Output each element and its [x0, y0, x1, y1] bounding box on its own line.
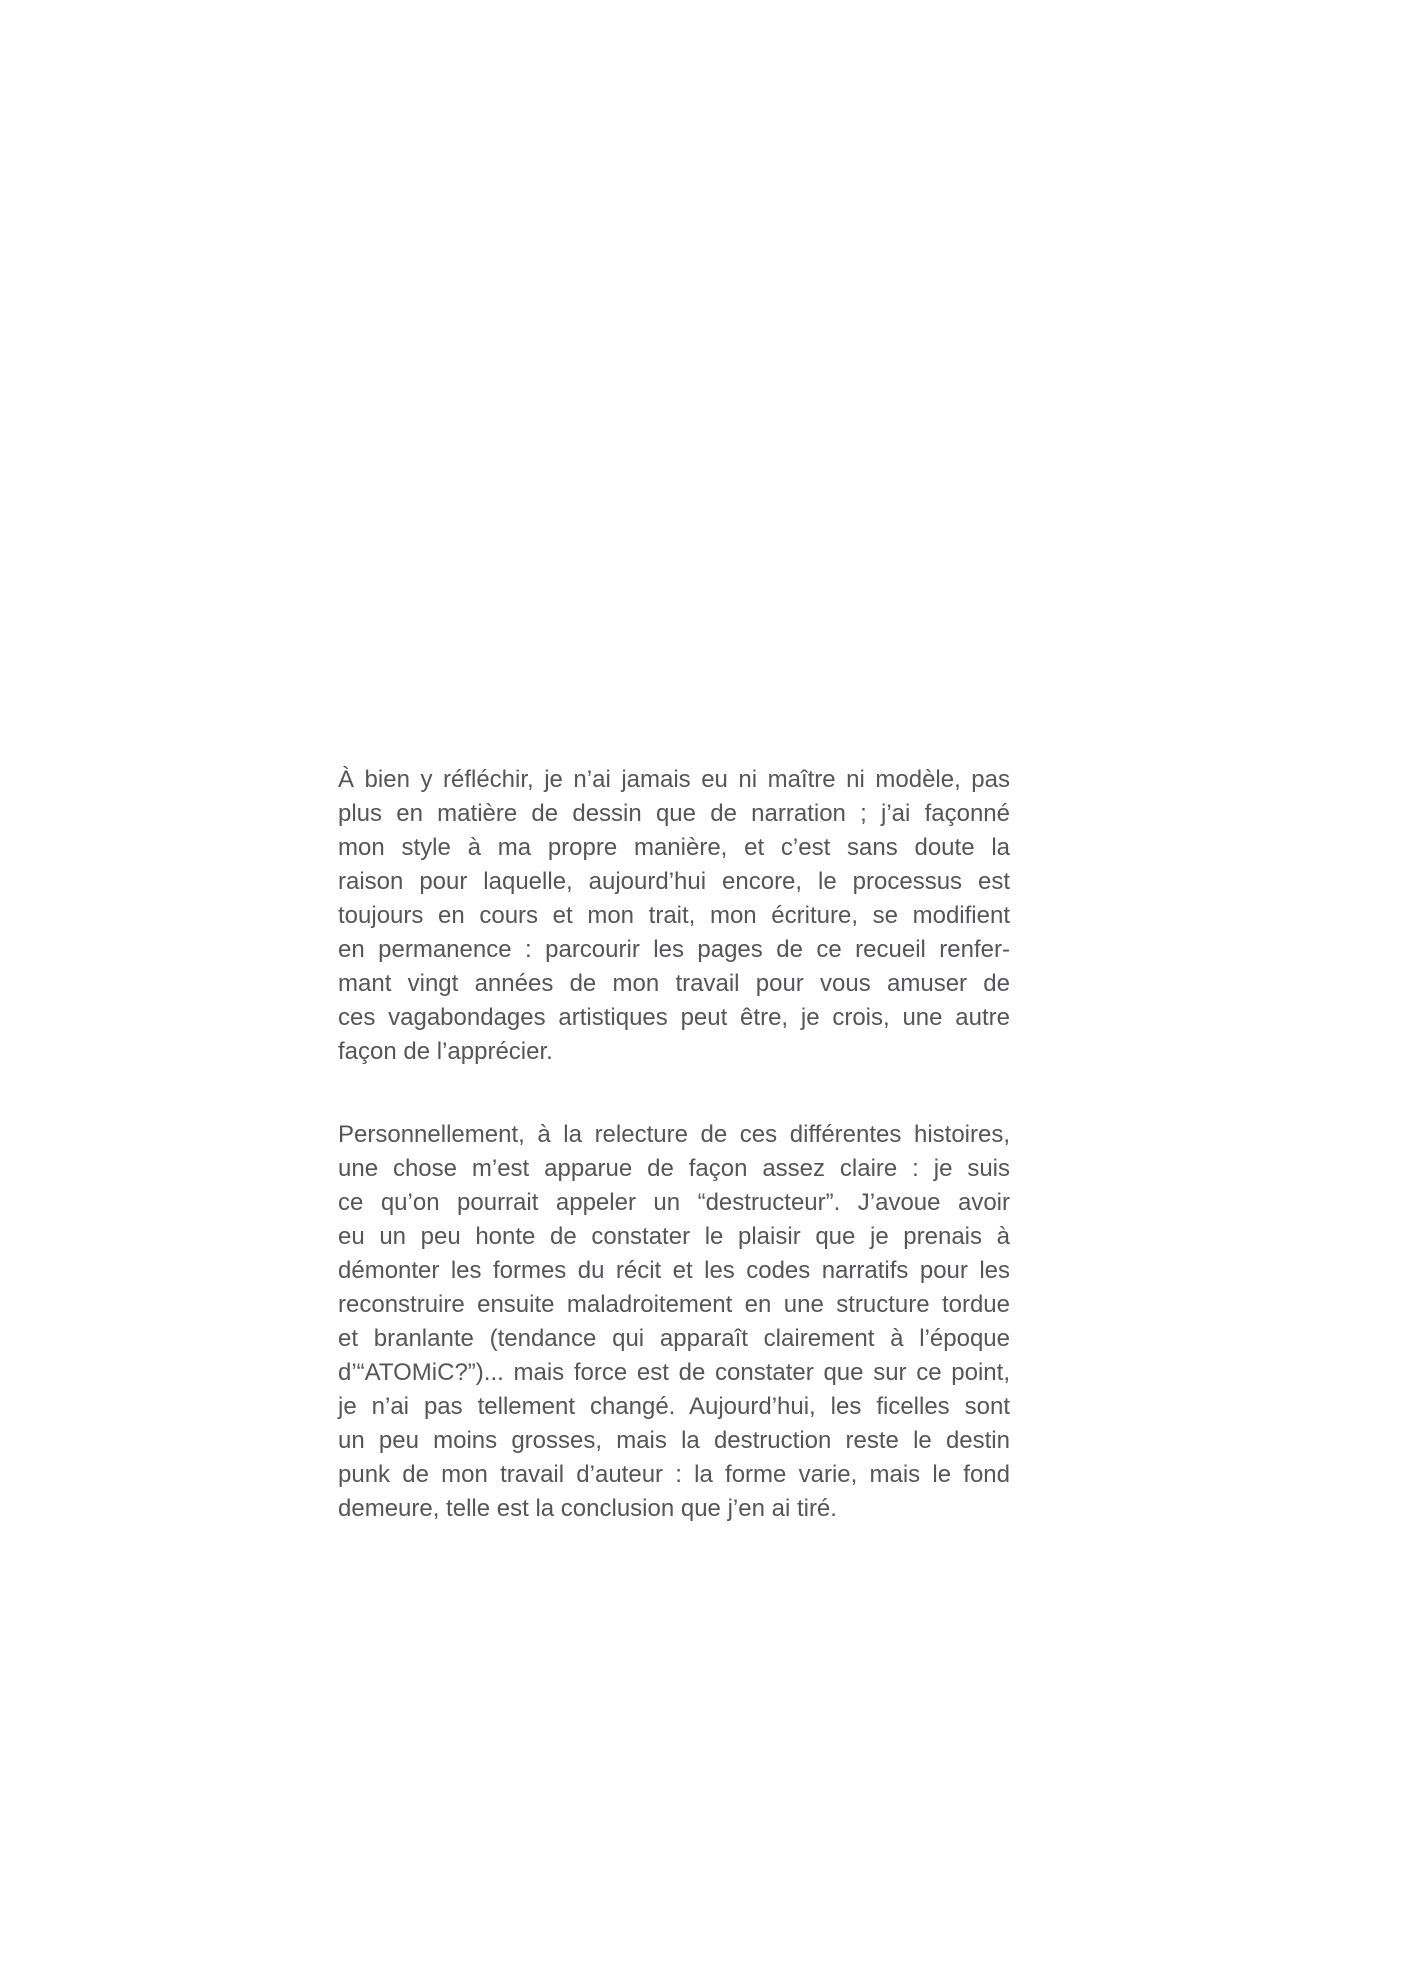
- text-line: raison pour laquelle, aujourd’hui encore, le processus est: [338, 868, 1010, 895]
- text-line: mant vingt années de mon travail pour vous amuser de: [338, 970, 1010, 997]
- text-line: d’“ATOMiC?”)... mais force est de constater que sur ce point,: [338, 1359, 1010, 1386]
- text-line: toujours en cours et mon trait, mon écriture, se modifient: [338, 902, 1010, 929]
- text-line: je n’ai pas tellement changé. Aujourd’hui, les ficelles sont: [338, 1393, 1010, 1420]
- text-line: une chose m’est apparue de façon assez claire : je suis: [338, 1155, 1010, 1182]
- text-line: façon de l’apprécier.: [338, 1038, 553, 1065]
- text-line: démonter les formes du récit et les codes narratifs pour les: [338, 1257, 1010, 1284]
- text-line: Personnellement, à la relecture de ces différentes histoires,: [338, 1121, 1010, 1148]
- text-line: plus en matière de dessin que de narration ; j’ai façonné: [338, 800, 1010, 827]
- text-line: demeure, telle est la conclusion que j’en ai tiré.: [338, 1495, 837, 1522]
- text-line: eu un peu honte de constater le plaisir que je prenais à: [338, 1223, 1010, 1250]
- text-line: punk de mon travail d’auteur : la forme varie, mais le fond: [338, 1461, 1010, 1488]
- text-line: ce qu’on pourrait appeler un “destructeur”. J’avoue avoir: [338, 1189, 1010, 1216]
- paragraph-1: [338, 763, 1010, 1069]
- text-line: un peu moins grosses, mais la destruction reste le destin: [338, 1427, 1010, 1454]
- text-line: et branlante (tendance qui apparaît clairement à l’époque: [338, 1325, 1010, 1352]
- body-text: [338, 763, 1010, 1526]
- text-line: mon style à ma propre manière, et c’est sans doute la: [338, 834, 1010, 861]
- text-line: en permanence : parcourir les pages de ce recueil renfer-: [338, 936, 1010, 963]
- text-line: reconstruire ensuite maladroitement en une structure tordue: [338, 1291, 1010, 1318]
- text-line: ces vagabondages artistiques peut être, je crois, une autre: [338, 1004, 1010, 1031]
- text-line: À bien y réfléchir, je n’ai jamais eu ni maître ni modèle, pas: [338, 766, 1010, 793]
- paragraph-2: [338, 1118, 1010, 1526]
